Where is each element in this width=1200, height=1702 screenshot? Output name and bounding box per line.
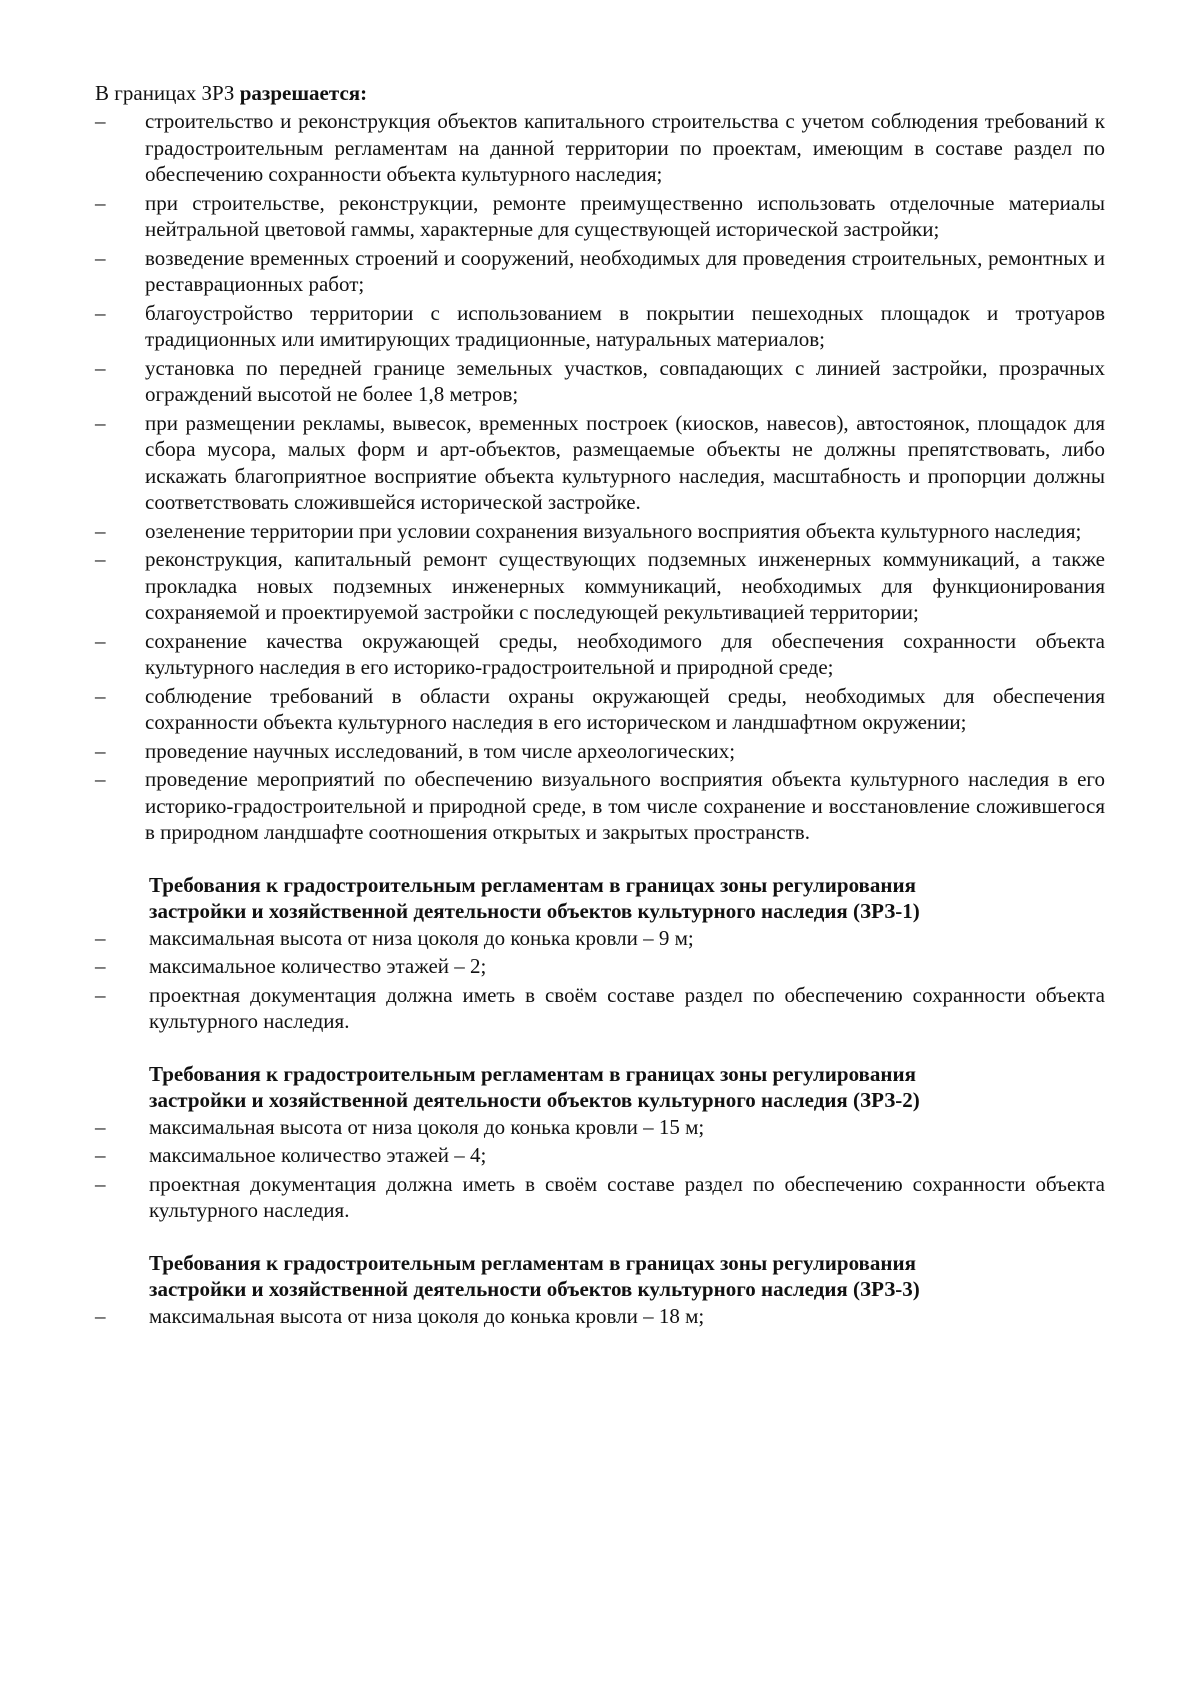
- list-item: – благоустройство территории с использованием в покрытии пешеходных площадок и тротуаров традиционных или имитирующих традиционные, натуральных материалов;: [95, 300, 1105, 353]
- list-item: – проведение мероприятий по обеспечению визуального восприятия объекта культурного наследия в его историко-градостроительной и природной среде, в том числе сохранение и восстановление сложившегося в природном ландшафте соотношения открытых и закрытых пространств.: [95, 766, 1105, 846]
- list-item: – при строительстве, реконструкции, ремонте преимущественно использовать отделочные материалы нейтральной цветовой гаммы, характерные для существующей исторической застройки;: [95, 190, 1105, 243]
- list-item: – реконструкция, капитальный ремонт существующих подземных инженерных коммуникаций, а также прокладка новых подземных инженерных коммуникаций, необходимых для функционирования сохраняемой и проектируемой застройки с последующей рекультивацией территории;: [95, 546, 1105, 626]
- section-title: [95, 872, 1105, 925]
- section-title-line2: застройки и хозяйственной деятельности объектов культурного наследия (ЗРЗ-1): [149, 899, 920, 923]
- intro-paragraph: [95, 80, 1105, 106]
- allowed-list: [95, 108, 1105, 846]
- section-title: [95, 1061, 1105, 1114]
- list-item: – максимальное количество этажей – 4;: [95, 1142, 1105, 1169]
- list-item: – проведение научных исследований, в том числе археологических;: [95, 738, 1105, 765]
- section-title-line1: Требования к градостроительным регламентам в границах зоны регулирования: [149, 1250, 916, 1275]
- list-item: – установка по передней границе земельных участков, совпадающих с линией застройки, прозрачных ограждений высотой не более 1,8 метров;: [95, 355, 1105, 408]
- section-zrz-3: [95, 1250, 1105, 1330]
- list-item: – при размещении рекламы, вывесок, временных построек (киосков, навесов), автостоянок, площадок для сбора мусора, малых форм и арт-объектов, размещаемые объекты не должны препятствовать, либо искажать благоприятное восприятие объекта культурного наследия, масштабность и пропорции должны соответствовать сложившейся исторической застройке.: [95, 410, 1105, 516]
- intro-prefix: В границах ЗРЗ: [95, 81, 240, 105]
- list-item: – проектная документация должна иметь в своём составе раздел по обеспечению сохранности объекта культурного наследия.: [95, 982, 1105, 1035]
- section-title-line2: застройки и хозяйственной деятельности объектов культурного наследия (ЗРЗ-3): [149, 1277, 920, 1301]
- section-zrz-2: [95, 1061, 1105, 1224]
- list-item: – возведение временных строений и сооружений, необходимых для проведения строительных, ремонтных и реставрационных работ;: [95, 245, 1105, 298]
- section-list: [95, 1114, 1105, 1224]
- section-title-line1: Требования к градостроительным регламентам в границах зоны регулирования: [149, 1061, 916, 1086]
- list-item: – сохранение качества окружающей среды, необходимого для обеспечения сохранности объекта культурного наследия в его историко-градостроительной и природной среде;: [95, 628, 1105, 681]
- list-item: – максимальная высота от низа цоколя до конька кровли – 9 м;: [95, 925, 1105, 952]
- list-item: – озеленение территории при условии сохранения визуального восприятия объекта культурного наследия;: [95, 518, 1105, 545]
- list-item: – проектная документация должна иметь в своём составе раздел по обеспечению сохранности объекта культурного наследия.: [95, 1171, 1105, 1224]
- section-title-line2: застройки и хозяйственной деятельности объектов культурного наследия (ЗРЗ-2): [149, 1088, 920, 1112]
- section-title-line1: Требования к градостроительным регламентам в границах зоны регулирования: [149, 872, 916, 897]
- list-item: – максимальное количество этажей – 2;: [95, 953, 1105, 980]
- section-list: [95, 1303, 1105, 1330]
- list-item: – максимальная высота от низа цоколя до конька кровли – 15 м;: [95, 1114, 1105, 1141]
- section-zrz-1: [95, 872, 1105, 1035]
- document-page: [95, 80, 1105, 1331]
- intro-bold: разрешается:: [239, 81, 368, 105]
- list-item: – соблюдение требований в области охраны окружающей среды, необходимых для обеспечения сохранности объекта культурного наследия в его историческом и ландшафтном окружении;: [95, 683, 1105, 736]
- section-list: [95, 925, 1105, 1035]
- section-title: [95, 1250, 1105, 1303]
- list-item: – максимальная высота от низа цоколя до конька кровли – 18 м;: [95, 1303, 1105, 1330]
- list-item: – строительство и реконструкция объектов капитального строительства с учетом соблюдения требований к градостроительным регламентам на данной территории по проектам, имеющим в составе раздел по обеспечению сохранности объекта культурного наследия;: [95, 108, 1105, 188]
